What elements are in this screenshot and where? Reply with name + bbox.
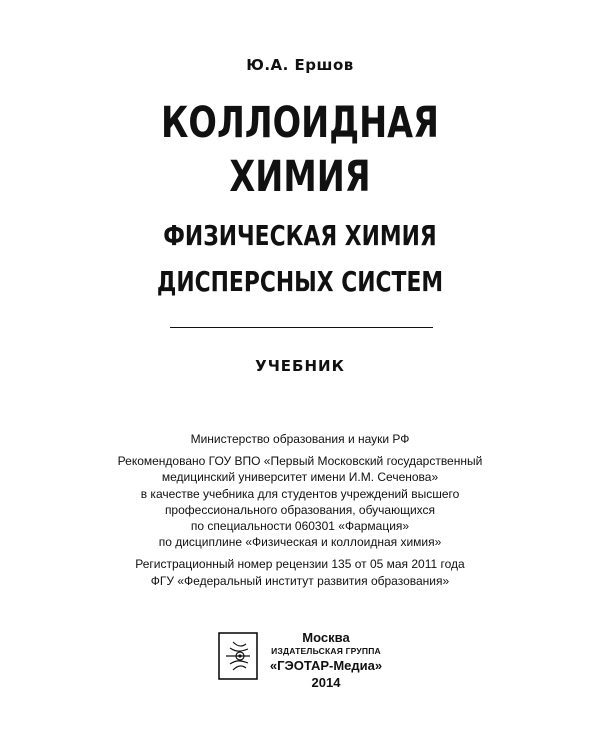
recommendation-line: по дисциплине «Физическая и коллоидная химия» [158, 535, 442, 550]
publisher-block [218, 628, 388, 690]
ministry-line: Министерство образования и науки РФ [190, 432, 410, 446]
document-type: УЧЕБНИК [255, 357, 345, 375]
recommendation-line: профессионального образования, обучающихся [164, 502, 436, 517]
recommendation-line: в качестве учебника для студентов учреждений высшего [140, 486, 460, 501]
approval-block [0, 431, 600, 589]
title-divider [170, 327, 433, 328]
publisher-text [260, 628, 392, 689]
book-subtitle-line-1: ФИЗИЧЕСКАЯ ХИМИЯ [163, 219, 437, 252]
recommendation-line: Рекомендовано ГОУ ВПО «Первый Московский государственный [117, 454, 483, 469]
publisher-name: «ГЭОТАР-Медиа» [269, 657, 383, 673]
registration-line: ФГУ «Федеральный институт развития образования» [150, 573, 450, 588]
publication-year: 2014 [311, 674, 341, 690]
recommendation-line: медицинский университет имени И.М. Сеченова» [161, 470, 439, 485]
publisher-city: Москва [302, 630, 350, 645]
author-name: Ю.А. Ершов [246, 56, 354, 74]
geotar-logo-icon [218, 632, 258, 680]
registration-line: Регистрационный номер рецензии 135 от 05 мая 2011 года [135, 557, 465, 572]
book-title-line-1: КОЛЛОИДНАЯ [161, 98, 439, 148]
publisher-group: ИЗДАТЕЛЬСКАЯ ГРУППА [271, 646, 381, 656]
recommendation-line: по специальности 060301 «Фармация» [190, 519, 410, 534]
book-title-line-2: ХИМИЯ [229, 152, 371, 202]
book-subtitle-line-2: ДИСПЕРСНЫХ СИСТЕМ [156, 265, 444, 298]
